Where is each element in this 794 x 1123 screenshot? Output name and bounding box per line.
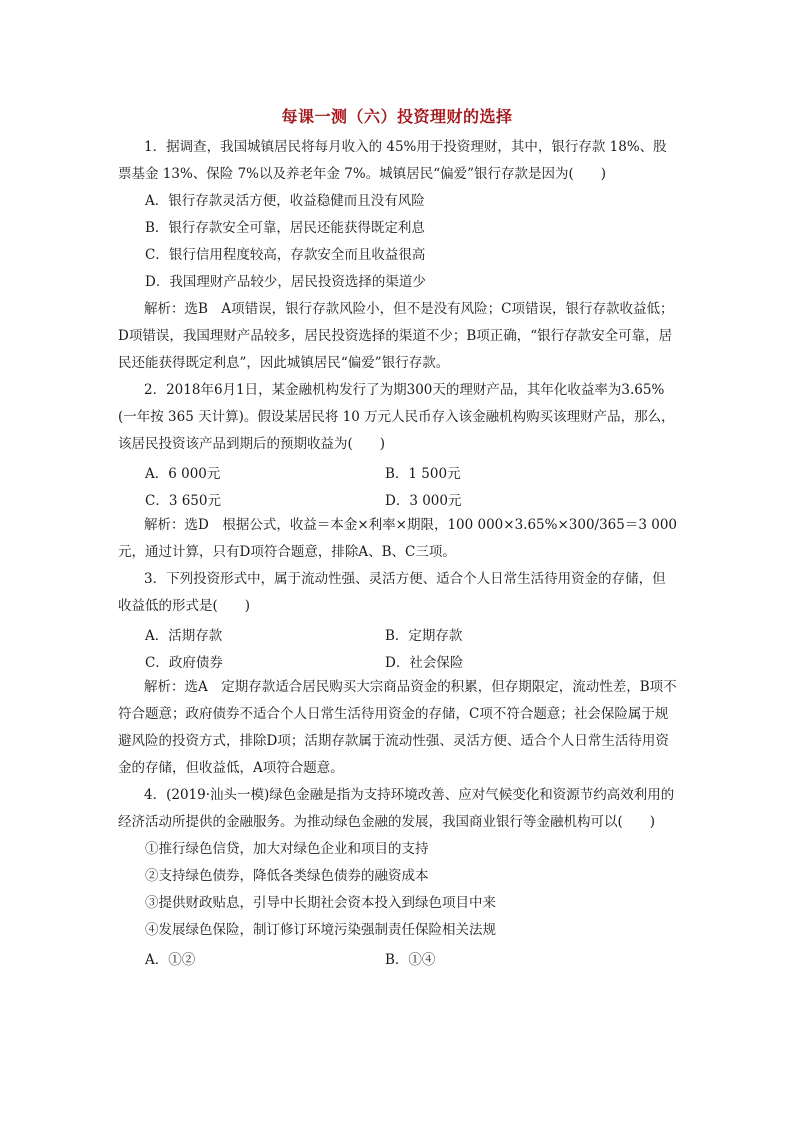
q1-option-b: B．银行存款安全可靠，居民还能获得既定利息 — [145, 220, 425, 236]
q4-item-2: ②支持绿色债券，降低各类绿色债券的融资成本 — [145, 868, 429, 884]
q2-option-b: B．1 500元 — [385, 465, 461, 482]
q1-analysis: 解析：选B A项错误，银行存款风险小，但不是没有风险；C项错误，银行存款收益低；D项错误，我国理财产品较多，居民投资选择的渠道不少；B项正确，“银行存款安全可靠，居民还能获得既定利息”，因此城镇居民“偏爱”银行存款。 — [118, 301, 674, 371]
q2-option-a: A．6 000元 — [145, 465, 221, 482]
q3-options-row-1 — [118, 620, 678, 647]
q1-option-d: D．我国理财产品较少，居民投资选择的渠道少 — [145, 274, 426, 290]
q4-stem: 4．(2019·汕头一模)绿色金融是指为支持环境改善、应对气候变化和资源节约高效利用的经济活动所提供的金融服务。为推动绿色金融的发展，我国商业银行等金融机构可以( ) — [118, 787, 675, 830]
q4-option-a: A．①② — [145, 951, 196, 968]
q3-option-c: C．政府债券 — [145, 654, 223, 671]
page-title: 每课一测（六）投资理财的选择 — [281, 107, 513, 126]
q2-options-row-1 — [118, 458, 678, 485]
q4-options-row-1 — [118, 944, 678, 971]
q2-stem: 2．2018年6月1日，某金融机构发行了为期300天的理财产品，其年化收益率为3.65%(一年按 365 天计算)。假设某居民将 10 万元人民币存入该金融机构购买该理财产品，那么，该居民投资该产品到期后的预期收益为( ) — [118, 382, 675, 452]
q4-item-4: ④发展绿色保险，制订修订环境污染强制责任保险相关法规 — [145, 922, 496, 938]
q4-option-b: B．①④ — [385, 951, 436, 968]
q3-option-d: D．社会保险 — [385, 654, 464, 671]
document-body — [118, 134, 678, 971]
q3-stem: 3．下列投资形式中，属于流动性强、灵活方便、适合个人日常生活待用资金的存储，但收益低的形式是( ) — [118, 571, 666, 614]
q3-option-b: B．定期存款 — [385, 627, 463, 644]
q2-option-c: C．3 650元 — [145, 492, 221, 509]
q3-option-a: A．活期存款 — [145, 627, 223, 644]
q3-options-row-2 — [118, 647, 678, 674]
q2-analysis: 解析：选D 根据公式，收益＝本金×利率×期限，100 000×3.65%×300/365＝3 000元，通过计算，只有D项符合题意，排除A、B、C三项。 — [118, 517, 678, 560]
q1-option-c: C．银行信用程度较高，存款安全而且收益很高 — [145, 247, 426, 263]
q3-analysis: 解析：选A 定期存款适合居民购买大宗商品资金的积累，但存期限定，流动性差，B项不符合题意；政府债券不适合个人日常生活待用资金的存储，C项不符合题意；社会保险属于规避风险的投资方式，排除D项；活期存款属于流动性强、灵活方便、适合个人日常生活待用资金的存储，但收益低，A项符合题意。 — [118, 679, 677, 776]
q4-item-1: ①推行绿色信贷，加大对绿色企业和项目的支持 — [145, 841, 429, 857]
q2-options-row-2 — [118, 485, 678, 512]
q4-item-3: ③提供财政贴息，引导中长期社会资本投入到绿色项目中来 — [145, 895, 496, 911]
q2-option-d: D．3 000元 — [385, 492, 462, 509]
q1-stem: 1．据调查，我国城镇居民将每月收入的 45%用于投资理财，其中，银行存款 18%、股票基金 13%、保险 7%以及养老年金 7%。城镇居民“偏爱”银行存款是因为( ) — [118, 139, 667, 182]
q1-option-a: A．银行存款灵活方便，收益稳健而且没有风险 — [145, 193, 425, 209]
